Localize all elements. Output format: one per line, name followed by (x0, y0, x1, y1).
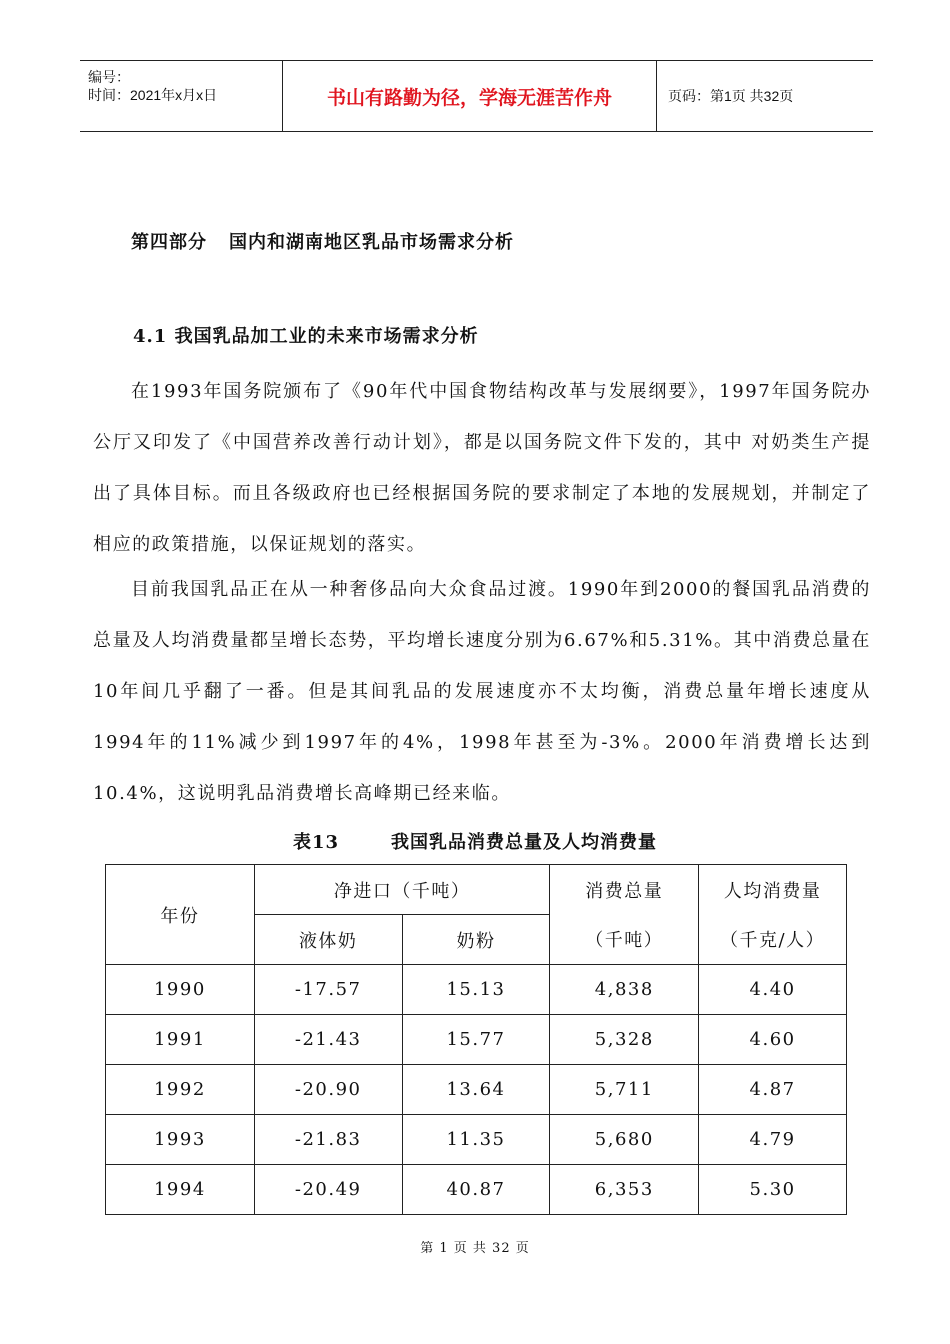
cell-powder: 11.35 (402, 1115, 550, 1165)
header-date: 时间：2021年x月x日 (88, 87, 218, 103)
paragraph-2: 目前我国乳品正在从一种奢侈品向大众食品过渡。1990年到2000的餐国乳品消费的总量及人均消费量都呈增长态势，平均增长速度分别为6.67%和5.31%。其中消费总量在10年间几乎翻了一番。但是其间乳品的发展速度亦不太均衡，消费总量年增长速度从1994年的11%减少到1997年的4%，1998年甚至为-3%。2000年消费增长达到10.4%，这说明乳品消费增长高峰期已经来临。 (93, 579, 871, 804)
cell-liquid: -20.49 (254, 1165, 402, 1215)
cell-per-capita: 4.40 (699, 965, 847, 1015)
cell-year: 1994 (106, 1165, 255, 1215)
cell-year: 1990 (106, 965, 255, 1015)
header-number-label: 编号： (88, 69, 130, 85)
consumption-table (105, 864, 847, 1215)
section-title: 4.1 我国乳品加工业的未来市场需求分析 (133, 326, 479, 347)
header-per-capita-unit: （千克/人） (699, 915, 847, 965)
cell-total: 4,838 (550, 965, 699, 1015)
table-caption (0, 828, 950, 854)
cell-total: 5,680 (550, 1115, 699, 1165)
header-meta (80, 61, 282, 131)
cell-powder: 40.87 (402, 1165, 550, 1215)
cell-powder: 13.64 (402, 1065, 550, 1115)
part-title-text: 国内和湖南地区乳品市场需求分析 (229, 232, 514, 253)
cell-per-capita: 4.87 (699, 1065, 847, 1115)
header-year: 年份 (106, 865, 255, 965)
table-row (106, 1015, 847, 1065)
header-motto-cell (282, 61, 657, 131)
cell-total: 6,353 (550, 1165, 699, 1215)
table-caption-number: 表13 (292, 832, 340, 853)
cell-liquid: -21.83 (254, 1115, 402, 1165)
header-total: 消费总量 (550, 865, 699, 915)
cell-liquid: -20.90 (254, 1065, 402, 1115)
cell-per-capita: 5.30 (699, 1165, 847, 1215)
cell-powder: 15.13 (402, 965, 550, 1015)
table-row (106, 1165, 847, 1215)
cell-year: 1992 (106, 1065, 255, 1115)
header-per-capita: 人均消费量 (699, 865, 847, 915)
cell-per-capita: 4.79 (699, 1115, 847, 1165)
header-motto: 书山有路勤为径，学海无涯苦作舟 (326, 87, 612, 109)
cell-year: 1993 (106, 1115, 255, 1165)
header-net-import: 净进口（千吨） (254, 865, 550, 915)
table-row (106, 1115, 847, 1165)
paragraph-1: 在1993年国务院颁布了《90年代中国食物结构改革与发展纲要》，1997年国务院办公厅又印发了《中国营养改善行动计划》，都是以国务院文件下发的，其中 对奶类生产提出了具体目标。而且各级政府也已经根据国务院的要求制定了本地的发展规划，并制定了相应的政策措施，以保证规划的落实。 (93, 381, 871, 555)
cell-year: 1991 (106, 1015, 255, 1065)
cell-liquid: -21.43 (254, 1015, 402, 1065)
table-caption-text: 我国乳品消费总量及人均消费量 (391, 832, 658, 853)
page-footer: 第 1 页 共 32 页 (420, 1241, 530, 1256)
header-page-info: 页码：第1页 共32页 (668, 88, 794, 104)
table-row (106, 1065, 847, 1115)
part-title-label: 第四部分 (131, 232, 207, 253)
header-total-unit: （千吨） (550, 915, 699, 965)
cell-total: 5,711 (550, 1065, 699, 1115)
cell-powder: 15.77 (402, 1015, 550, 1065)
cell-per-capita: 4.60 (699, 1015, 847, 1065)
cell-liquid: -17.57 (254, 965, 402, 1015)
table-header-row (106, 865, 847, 915)
table-row (106, 965, 847, 1015)
page-header (80, 60, 873, 132)
cell-total: 5,328 (550, 1015, 699, 1065)
header-liquid-milk: 液体奶 (254, 915, 402, 965)
header-milk-powder: 奶粉 (402, 915, 550, 965)
part-title (131, 228, 514, 254)
